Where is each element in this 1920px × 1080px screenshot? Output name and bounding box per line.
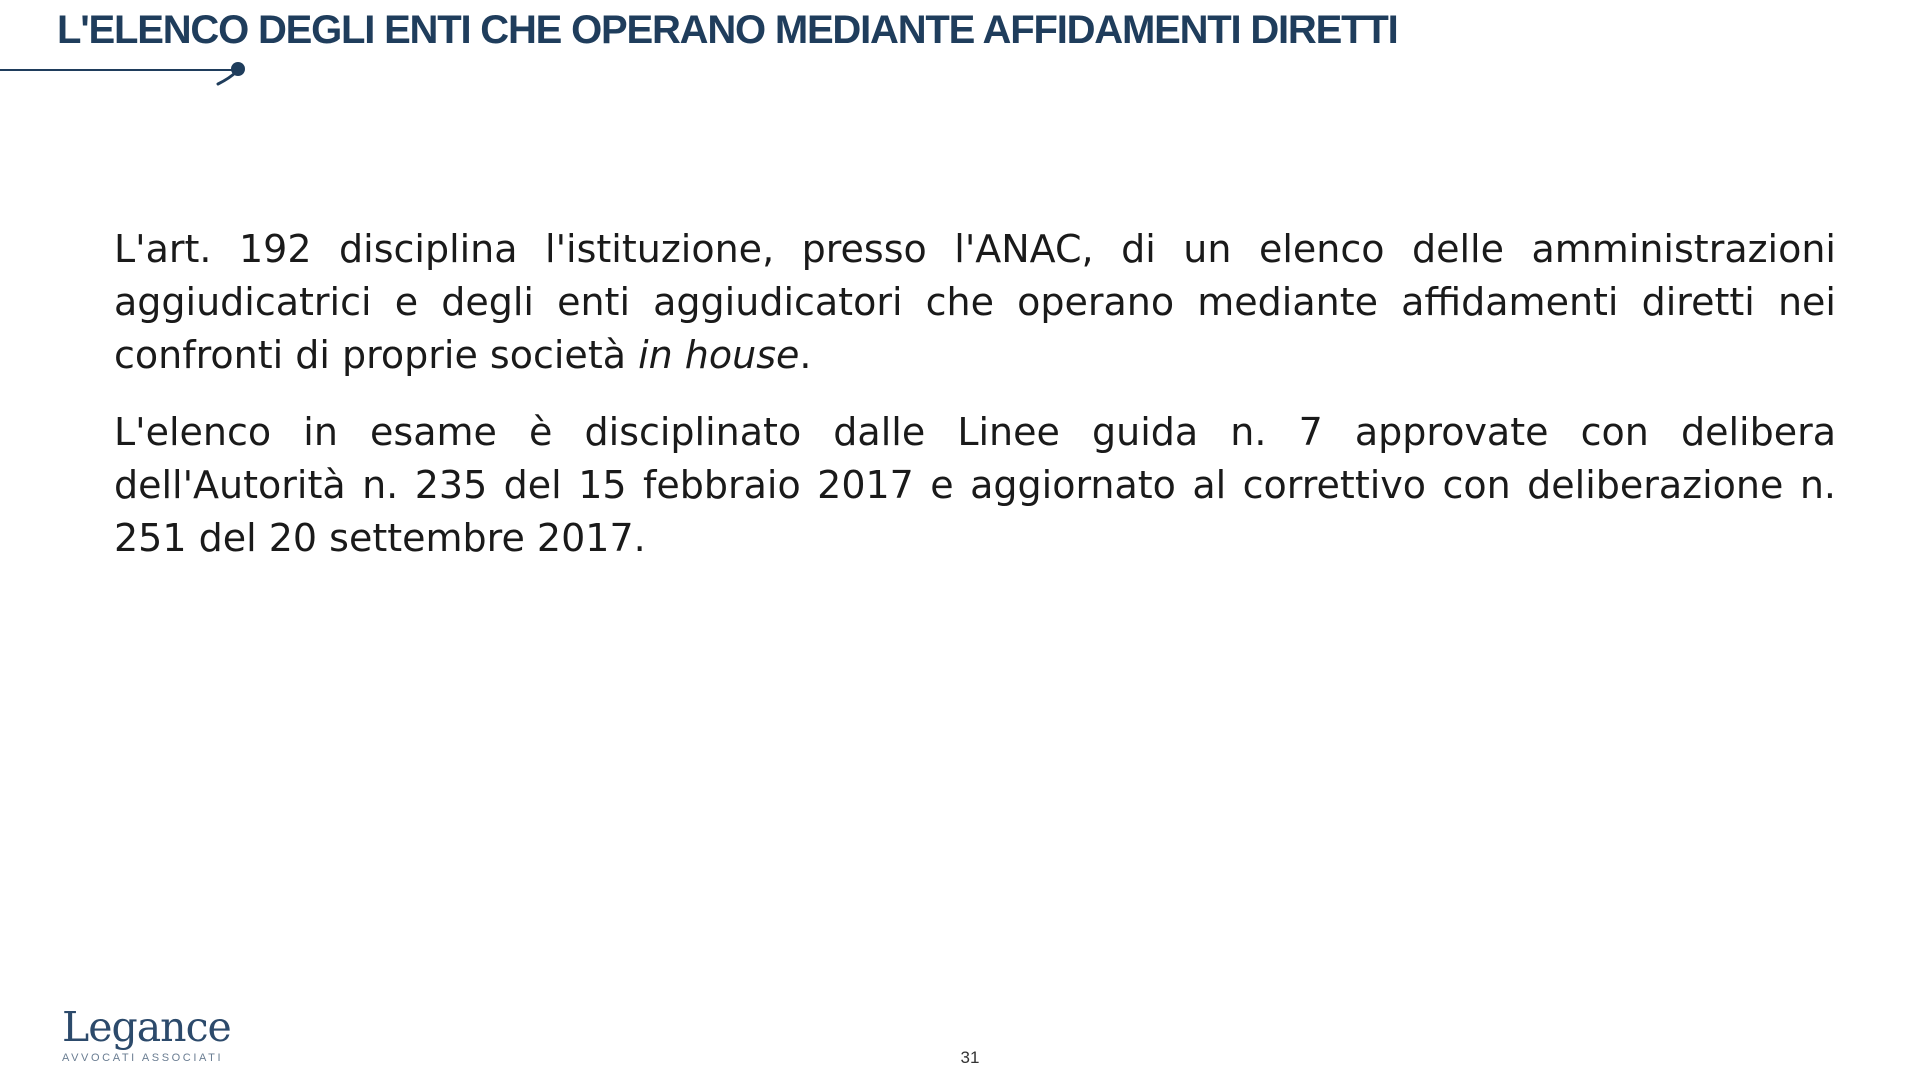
legance-logo bbox=[62, 1003, 231, 1064]
title-underline-decoration bbox=[0, 56, 250, 86]
slide-title: L'ELENCO DEGLI ENTI CHE OPERANO MEDIANTE AFFIDAMENTI DIRETTI bbox=[57, 8, 1398, 52]
paragraph-1-text: L'art. 192 disciplina l'istituzione, presso l'ANAC, di un elenco delle amministrazioni aggiudicatrici e degli enti aggiudicatori che operano mediante affidamenti diretti nei confronti di proprie società bbox=[114, 227, 1836, 377]
paragraph-art-192 bbox=[114, 223, 1836, 382]
logo-name: Legance bbox=[62, 1003, 231, 1051]
paragraph-linee-guida: L'elenco in esame è disciplinato dalle Linee guida n. 7 approvate con delibera dell'Autorità n. 235 del 15 febbraio 2017 e aggiornato al correttivo con deliberazione n. 251 del 20 settembre 2017. bbox=[114, 410, 1836, 560]
paragraph-1-end: . bbox=[799, 333, 812, 377]
logo-subtitle: AVVOCATI ASSOCIATI bbox=[62, 1052, 224, 1064]
page-number: 31 bbox=[960, 1048, 980, 1067]
paragraph-1-italic-term: in house bbox=[638, 333, 800, 377]
slide-body bbox=[114, 223, 1836, 589]
